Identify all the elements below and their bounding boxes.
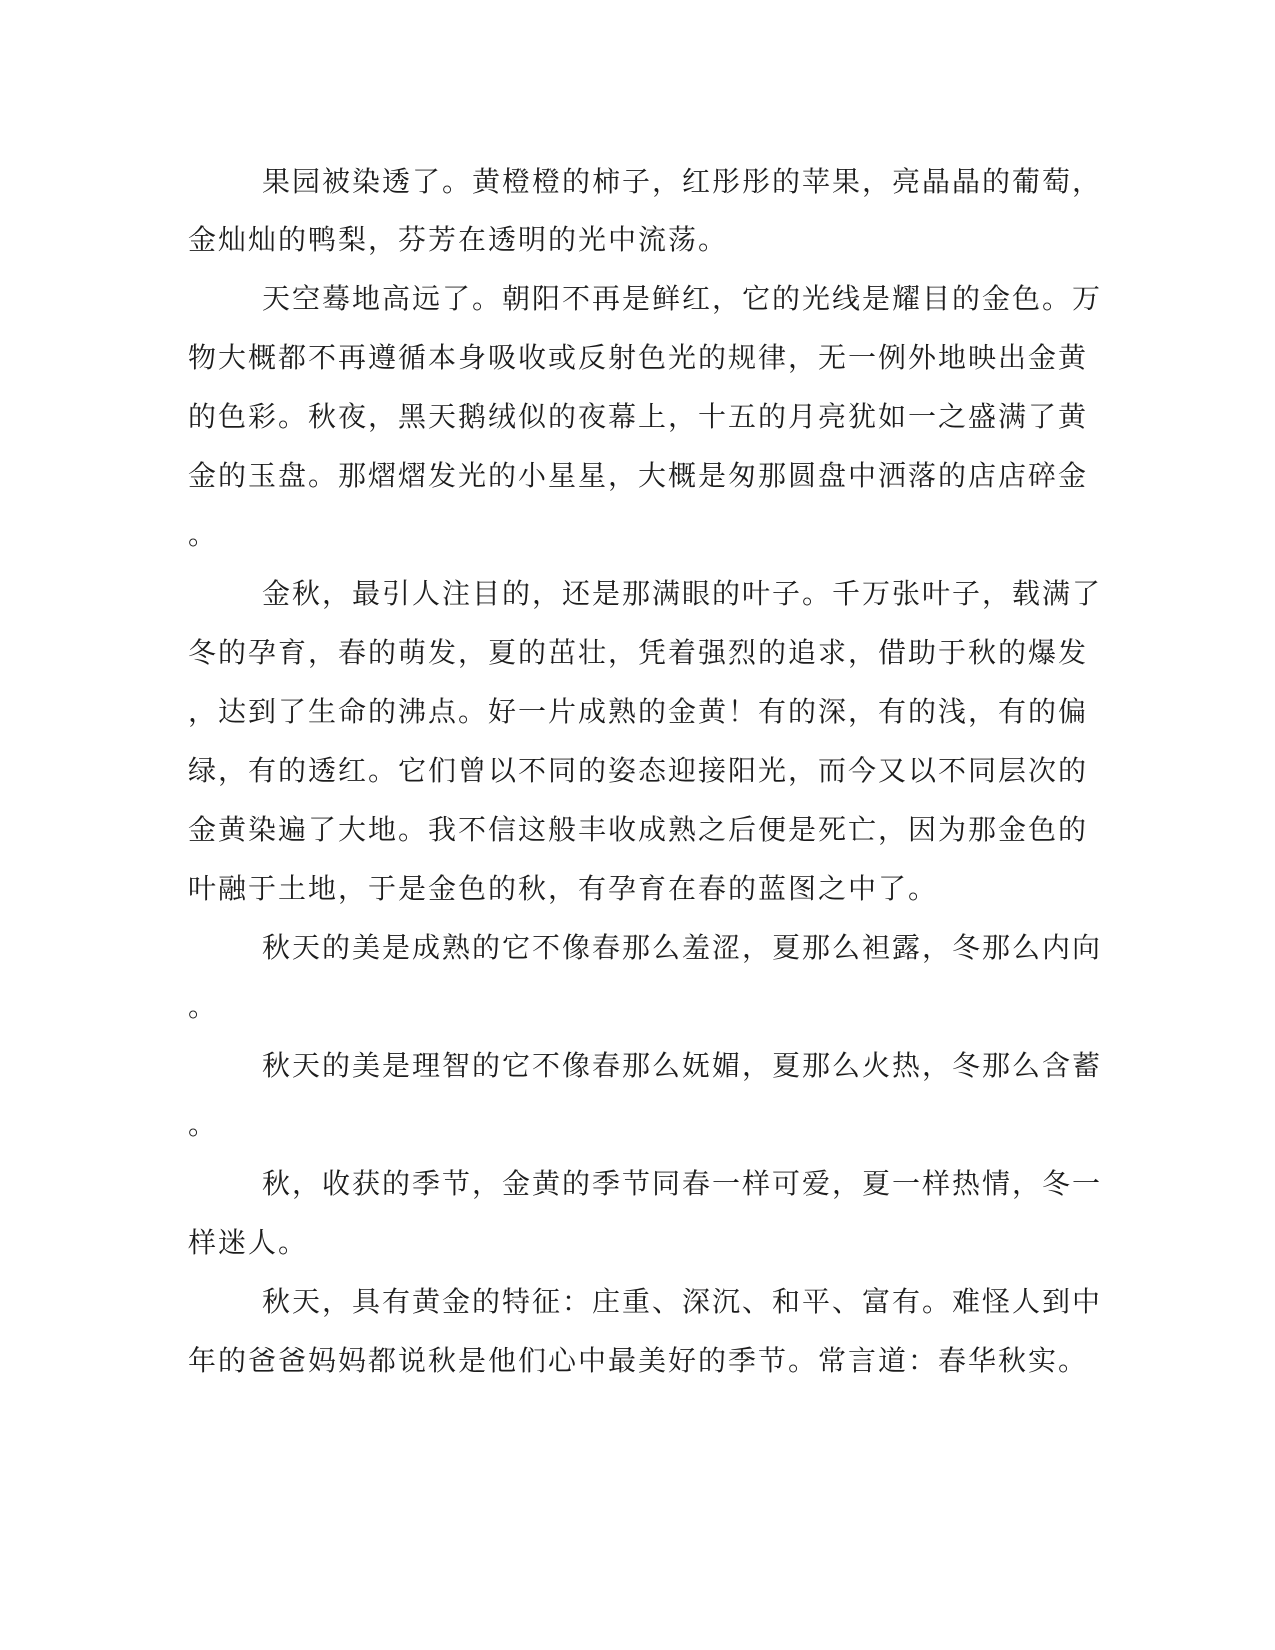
paragraph-1-line-1: 果园被染透了。黄橙橙的柿子，红彤彤的苹果，亮晶晶的葡萄， [262, 165, 1103, 198]
paragraph-7-line-1: 秋天，具有黄金的特征：庄重、深沉、和平、富有。难怪人到中 [262, 1285, 1103, 1318]
paragraph-5-line-2: 。 [188, 1108, 219, 1141]
paragraph-3-line-5: 金黄染遍了大地。我不信这般丰收成熟之后便是死亡，因为那金色的 [188, 813, 1089, 846]
paragraph-3-line-4: 绿，有的透红。它们曾以不同的姿态迎接阳光，而今又以不同层次的 [188, 754, 1089, 787]
paragraph-2-line-3: 的色彩。秋夜，黑天鹅绒似的夜幕上，十五的月亮犹如一之盛满了黄 [188, 400, 1089, 433]
paragraph-2-line-1: 天空蓦地高远了。朝阳不再是鲜红，它的光线是耀目的金色。万 [262, 282, 1103, 315]
paragraph-3-line-3: ，达到了生命的沸点。好一片成熟的金黄！有的深，有的浅，有的偏 [188, 695, 1089, 728]
paragraph-7-line-2: 年的爸爸妈妈都说秋是他们心中最美好的季节。常言道：春华秋实。 [188, 1344, 1089, 1377]
paragraph-6-line-1: 秋，收获的季节，金黄的季节同春一样可爱，夏一样热情，冬一 [262, 1167, 1103, 1200]
paragraph-3-line-2: 冬的孕育，春的萌发，夏的茁壮，凭着强烈的追求，借助于秋的爆发 [188, 636, 1089, 669]
paragraph-5-line-1: 秋天的美是理智的它不像春那么妩媚，夏那么火热，冬那么含蓄 [262, 1049, 1103, 1082]
paragraph-1-line-2: 金灿灿的鸭梨，芬芳在透明的光中流荡。 [188, 223, 729, 256]
paragraph-2-line-2: 物大概都不再遵循本身吸收或反射色光的规律，无一例外地映出金黄 [188, 341, 1089, 374]
paragraph-4-line-2: 。 [188, 990, 219, 1023]
paragraph-2-line-4: 金的玉盘。那熠熠发光的小星星，大概是匆那圆盘中洒落的店店碎金 [188, 459, 1089, 492]
paragraph-3-line-6: 叶融于土地，于是金色的秋，有孕育在春的蓝图之中了。 [188, 872, 939, 905]
paragraph-4-line-1: 秋天的美是成熟的它不像春那么羞涩，夏那么袒露，冬那么内向 [262, 931, 1103, 964]
paragraph-3-line-1: 金秋，最引人注目的，还是那满眼的叶子。千万张叶子，载满了 [262, 577, 1103, 610]
paragraph-2-line-5: 。 [188, 518, 219, 551]
paragraph-6-line-2: 样迷人。 [188, 1226, 309, 1259]
